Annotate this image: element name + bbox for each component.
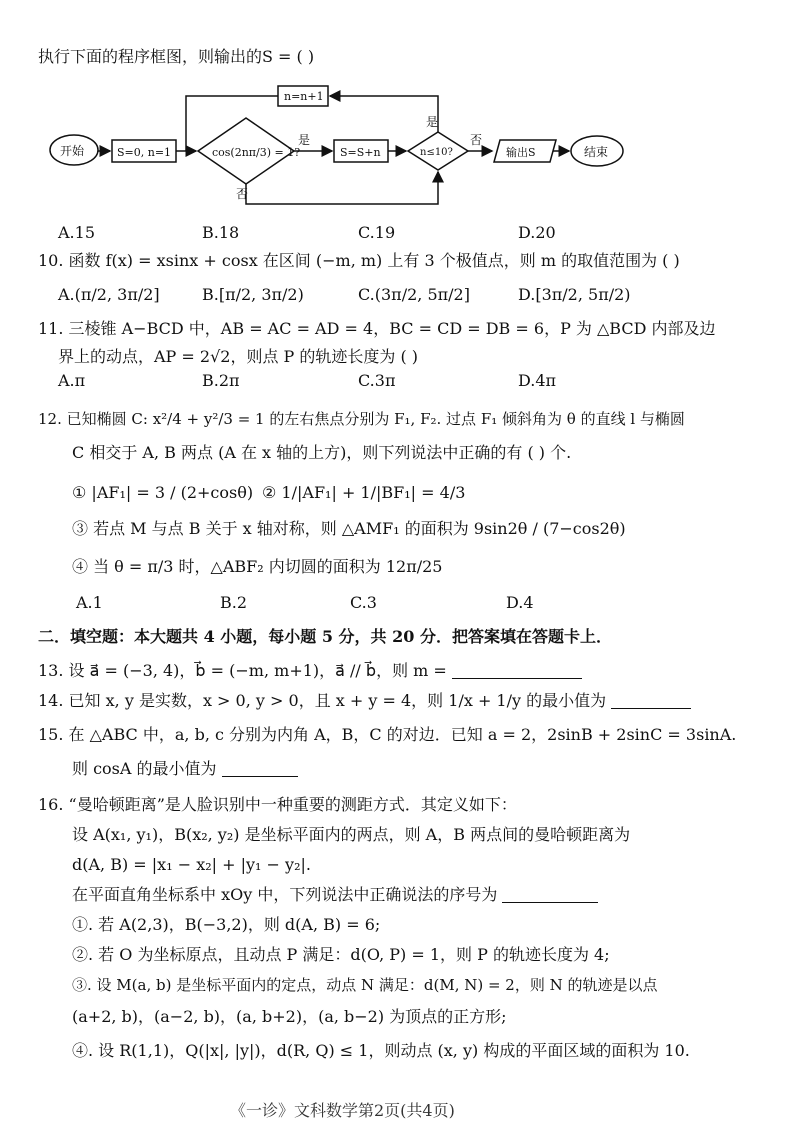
q9-option-b: B.18 — [202, 223, 240, 242]
q15-stem-1: 15. 在 △ABC 中，a, b, c 分别为内角 A，B，C 的对边．已知 a = 2，2sinB + 2sinC = 3sinA. — [38, 725, 737, 744]
q9-option-a: A.15 — [58, 223, 95, 242]
q12-statement-4: ④ 当 θ = π/3 时，△ABF₂ 内切圆的面积为 12π/25 — [72, 557, 443, 576]
q10-option-c: C.(3π/2, 5π/2] — [358, 285, 470, 304]
q16-line-4: 在平面直角坐标系中 xOy 中，下列说法中正确说法的序号为 — [72, 885, 498, 904]
q12-stem-2: C 相交于 A, B 两点 (A 在 x 轴的上方)，则下列说法中正确的有 ( ) 个. — [72, 443, 572, 462]
q10-option-a: A.(π/2, 3π/2] — [58, 285, 160, 304]
q12-statement-1: ① |AF₁| = 3 / (2+cosθ) — [72, 483, 254, 502]
q13-stem: 13. 设 a⃗ = (−3, 4)，b⃗ = (−m, m+1)，a⃗ // b⃗，则 m = — [38, 661, 447, 680]
page-footer: 《一诊》文科数学第2页(共4页) — [230, 1101, 455, 1120]
q9-option-c: C.19 — [358, 223, 396, 242]
yes2-label: 是 — [426, 115, 439, 129]
q16 — [72, 884, 598, 906]
assign-label: S=S+n — [340, 146, 381, 159]
q14-answer-blank[interactable] — [611, 692, 691, 709]
q14 — [38, 690, 691, 712]
section-2-title: 二．填空题：本大题共 4 小题，每小题 5 分，共 20 分．把答案填在答题卡上． — [38, 627, 612, 646]
cond2-label: n≤10? — [420, 147, 453, 158]
output-label: 输出S — [506, 146, 536, 159]
q12-stem-1: 12. 已知椭圆 C: x²/4 + y²/3 = 1 的左右焦点分别为 F₁, F₂. 过点 F₁ 倾斜角为 θ 的直线 l 与椭圆 — [38, 410, 685, 428]
q13-answer-blank[interactable] — [452, 662, 582, 679]
q12-option-a: A.1 — [76, 593, 103, 612]
q16-claim-2: ②. 若 O 为坐标原点，且动点 P 满足：d(O, P) = 1，则 P 的轨迹长度为 4; — [72, 945, 610, 964]
q15-answer-blank[interactable] — [222, 760, 298, 777]
q15 — [72, 758, 298, 780]
q12-statement-3: ③ 若点 M 与点 B 关于 x 轴对称，则 △AMF₁ 的面积为 9sin2θ / (7−cos2θ) — [72, 519, 626, 538]
q16-answer-blank[interactable] — [502, 886, 598, 903]
q12-statement-2: ② 1/|AF₁| + 1/|BF₁| = 4/3 — [262, 483, 466, 502]
q10-option-b: B.[π/2, 3π/2) — [202, 285, 304, 304]
init-label: S=0, n=1 — [117, 146, 172, 159]
yes1-label: 是 — [298, 133, 311, 147]
q10-stem: 10. 函数 f(x) = xsinx + cosx 在区间 (−m, m) 上有 3 个极值点，则 m 的取值范围为 ( ) — [38, 251, 680, 270]
q16-line-2: 设 A(x₁, y₁)，B(x₂, y₂) 是坐标平面内的两点，则 A，B 两点间的曼哈顿距离为 — [72, 825, 631, 844]
flowchart — [0, 80, 794, 210]
cond1-label: cos(2nπ/3) = 1? — [212, 146, 301, 159]
q14-stem: 14. 已知 x, y 是实数，x > 0, y > 0，且 x + y = 4，则 1/x + 1/y 的最小值为 — [38, 691, 607, 710]
end-label: 结束 — [584, 145, 609, 159]
q11-option-b: B.2π — [202, 371, 240, 390]
q16-line-3: d(A, B) = |x₁ − x₂| + |y₁ − y₂|. — [72, 855, 311, 874]
q9-stem: 执行下面的程序框图，则输出的S = ( ) — [38, 47, 315, 66]
q12-option-c: C.3 — [350, 593, 377, 612]
no2-label: 否 — [470, 133, 483, 147]
q12-option-b: B.2 — [220, 593, 248, 612]
start-label: 开始 — [60, 144, 85, 158]
no1-label: 否 — [236, 187, 249, 201]
q12-option-d: D.4 — [506, 593, 534, 612]
q16-claim-1: ①. 若 A(2,3)，B(−3,2)，则 d(A, B) = 6; — [72, 915, 381, 934]
q16-claim-3a: ③. 设 M(a, b) 是坐标平面内的定点，动点 N 满足：d(M, N) = 2，则 N 的轨迹是以点 — [72, 976, 658, 994]
q16-line-1: 16. “曼哈顿距离”是人脸识别中一种重要的测距方式．其定义如下： — [38, 795, 517, 814]
q10-option-d: D.[3π/2, 5π/2) — [518, 285, 631, 304]
q11-stem-2: 界上的动点，AP = 2√2，则点 P 的轨迹长度为 ( ) — [58, 347, 419, 366]
q11-option-a: A.π — [58, 371, 86, 390]
q11-option-c: C.3π — [358, 371, 396, 390]
q9-option-d: D.20 — [518, 223, 556, 242]
q13 — [38, 660, 582, 682]
q16-claim-4: ④. 设 R(1,1)，Q(|x|, |y|)，d(R, Q) ≤ 1，则动点 (x, y) 构成的平面区域的面积为 10. — [72, 1041, 690, 1060]
q11-stem-1: 11. 三棱锥 A−BCD 中，AB = AC = AD = 4，BC = CD = DB = 6，P 为 △BCD 内部及边 — [38, 319, 716, 338]
incr-label: n=n+1 — [284, 90, 324, 103]
q15-stem-2: 则 cosA 的最小值为 — [72, 759, 217, 778]
q16-claim-3b: (a+2, b)，(a−2, b)，(a, b+2)，(a, b−2) 为顶点的正方形; — [72, 1007, 507, 1026]
q11-option-d: D.4π — [518, 371, 557, 390]
